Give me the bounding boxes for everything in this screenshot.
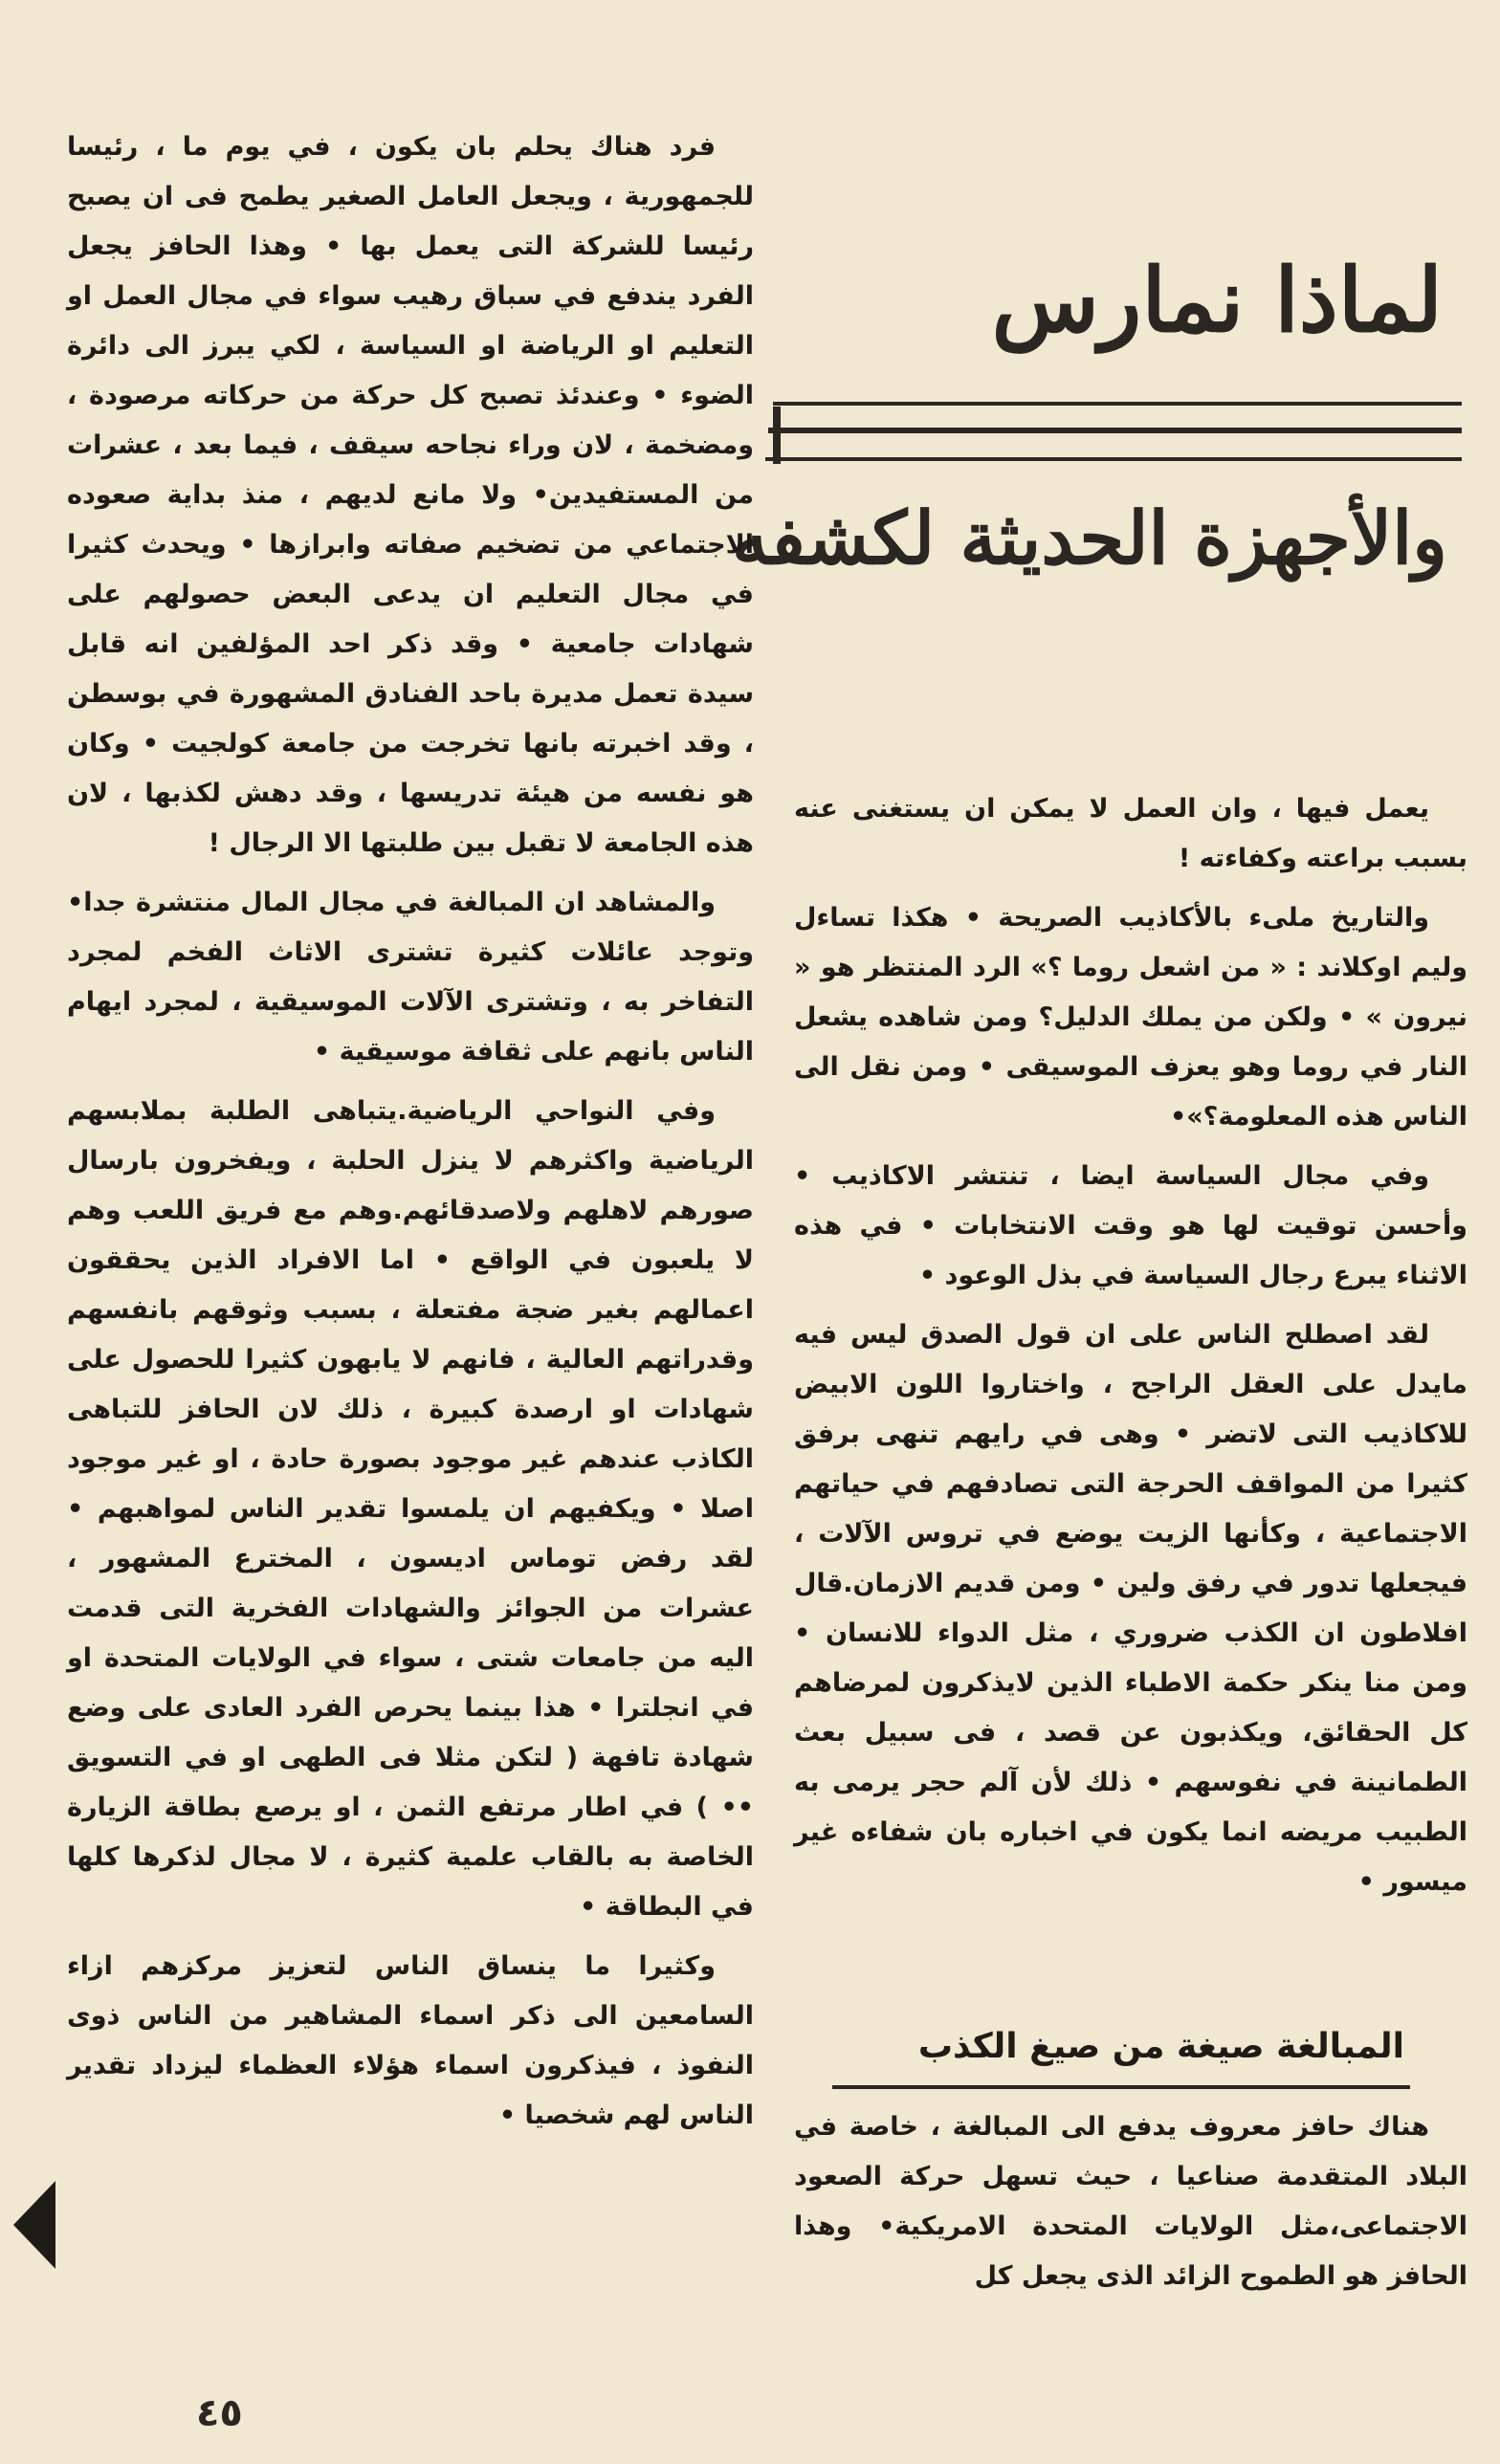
left-column <box>67 122 754 2141</box>
right-column-top <box>794 784 1467 1907</box>
right-column-bottom <box>794 2102 1467 2301</box>
title-rule-end-mark <box>773 407 781 464</box>
paragraph: فرد هناك يحلم بان يكون ، في يوم ما ، رئيسا للجمهورية ، ويجعل العامل الصغير يطمح فى ان يصبح رئيسا للشركة التى يعمل بها • وهذا الحافز يجعل الفرد يندفع في سباق رهيب سواء في مجال العمل او التعليم او الرياضة او السياسة ، لكي يبرز الى دائرة الضوء • وعندئذ تصبح كل حركة من حركاته مرصودة ، ومضخمة ، لان وراء نجاحه سيقف ، فيما بعد ، عشرات من المستفيدين• ولا مانع لديهم ، منذ بداية صعوده الاجتماعي من تضخيم صفاته وابرازها • ويحدث كثيرا في مجال التعليم ان يدعى البعض حصولهم على شهادات جامعية • وقد ذكر احد المؤلفين انه قابل سيدة تعمل مديرة باحد الفنادق المشهورة في بوسطن ، وقد اخبرته بانها تخرجت من جامعة كولجيت • وكان هو نفسه من هيئة تدريسها ، وقد دهش لكذبها ، لان هذه الجامعة لا تقبل بين طلبتها الا الرجال ! <box>67 132 754 858</box>
title-rule-top <box>773 402 1462 406</box>
paragraph: والمشاهد ان المبالغة في مجال المال منتشرة جدا• وتوجد عائلات كثيرة تشترى الاثاث الفخم لمجرد التفاخر به ، وتشترى الآلات الموسيقية ، لمجرد ايهام الناس بانهم على ثقافة موسيقية • <box>67 888 754 1067</box>
subheading-underline <box>832 2085 1410 2089</box>
section-subheading: المبالغة صيغة من صيغ الكذب <box>917 2027 1404 2066</box>
title-rule-bottom <box>765 457 1462 461</box>
paragraph: لقد اصطلح الناس على ان قول الصدق ليس فيه مايدل على العقل الراجح ، واختاروا اللون الابيض للاكاذيب التى لاتضر • وهى في رايهم تنهى برفق كثيرا من المواقف الحرجة التى تصادفهم في حياتهم الاجتماعية ، وكأنها الزيت يوضع في تروس الآلات ، فيجعلها تدور في رفق ولين • ومن قديم الازمان.قال افلاطون ان الكذب ضروري ، مثل الدواء للانسان • ومن منا ينكر حكمة الاطباء الذين لايذكرون لمرضاهم كل الحقائق، ويكذبون عن قصد ، فى سبيل بعث الطمانينة في نفوسهم • ذلك لأن آلم حجر يرمى به الطبيب مريضه انما يكون في اخباره بان شفاءه غير ميسور • <box>794 1320 1467 1897</box>
paragraph: يعمل فيها ، وان العمل لا يمكن ان يستغنى عنه بسبب براعته وكفاءته ! <box>794 794 1467 873</box>
continue-arrow-icon <box>13 2181 55 2269</box>
paragraph: هناك حافز معروف يدفع الى المبالغة ، خاصة في البلاد المتقدمة صناعيا ، حيث تسهل حركة الصعود الاجتماعى،مثل الولايات المتحدة الامريكية• وهذا الحافز هو الطموح الزائد الذى يجعل كل <box>794 2112 1467 2291</box>
article-subtitle: والأجهزة الحديثة لكشفه <box>731 495 1447 581</box>
paragraph: وفي مجال السياسة ايضا ، تنتشر الاكاذيب • وأحسن توقيت لها هو وقت الانتخابات • في هذه الاثناء يبرع رجال السياسة في بذل الوعود • <box>794 1161 1467 1290</box>
paragraph: والتاريخ ملىء بالأكاذيب الصريحة • هكذا تساءل وليم اوكلاند : « من اشعل روما ؟» الرد المنتظر هو « نيرون » • ولكن من يملك الدليل؟ ومن شاهده يشعل النار في روما وهو يعزف الموسيقى • ومن نقل الى الناس هذه المعلومة؟»• <box>794 903 1467 1132</box>
title-rule-middle <box>768 428 1462 433</box>
paragraph: وفي النواحي الرياضية.يتباهى الطلبة بملابسهم الرياضية واكثرهم لا ينزل الحلبة ، ويفخرون بارسال صورهم لاهلهم ولاصدقائهم.وهم مع فريق اللعب وهم لا يلعبون في الواقع • اما الافراد الذين يحققون اعمالهم بغير ضجة مفتعلة ، بسبب وثوقهم بانفسهم وقدراتهم العالية ، فانهم لا يابهون كثيرا للحصول على شهادات او ارصدة كبيرة ، ذلك لان الحافز للتباهى الكاذب عندهم غير موجود بصورة حادة ، او غير موجود اصلا • ويكفيهم ان يلمسوا تقدير الناس لمواهبهم • لقد رفض توماس اديسون ، المخترع المشهور ، عشرات من الجوائز والشهادات الفخرية التى قدمت اليه من جامعات شتى ، سواء في الولايات المتحدة او في انجلترا • هذا بينما يحرص الفرد العادى على وضع شهادة تافهة ( لتكن مثلا فى الطهى او في التسويق •• ) في اطار مرتفع الثمن ، او يرصع بطاقة الزيارة الخاصة به بالقاب علمية كثيرة ، لا مجال لذكرها كلها في البطاقة • <box>67 1096 754 1922</box>
paragraph: وكثيرا ما ينساق الناس لتعزيز مركزهم ازاء السامعين الى ذكر اسماء المشاهير من الناس ذوى النفوذ ، فيذكرون اسماء هؤلاء العظماء ليزداد تقدير الناس لهم شخصيا • <box>67 1951 754 2130</box>
page-number: ٤٥ <box>196 2391 243 2435</box>
article-title: لماذا نمارس <box>991 249 1443 352</box>
